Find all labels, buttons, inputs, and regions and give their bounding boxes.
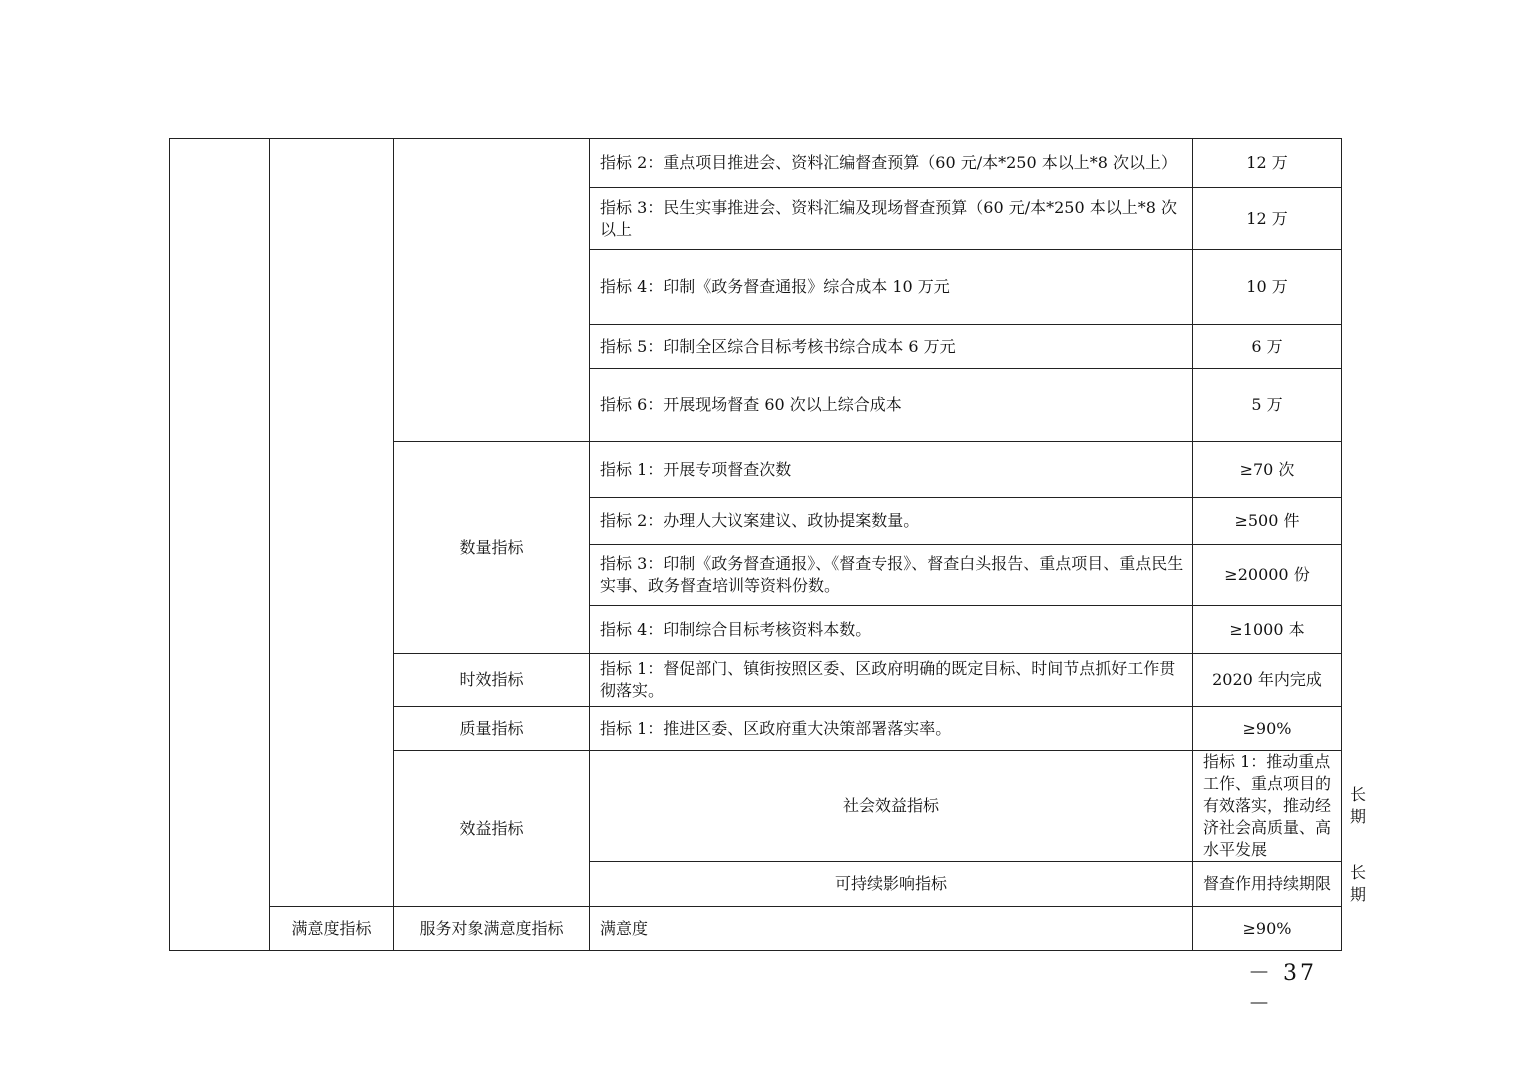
indicator-cell: 督查作用持续期限	[1193, 862, 1342, 907]
value-cell: 2020 年内完成	[1193, 654, 1342, 707]
level2-cell	[270, 139, 394, 907]
value-cell: 12 万	[1193, 188, 1342, 250]
social-category-cell: 社会效益指标	[590, 751, 1193, 862]
cost-category-cell	[394, 139, 590, 442]
indicator-cell: 指标 4：印制综合目标考核资料本数。	[590, 606, 1193, 654]
table-row	[170, 139, 1342, 188]
value-cell: ≥90%	[1193, 907, 1342, 951]
indicator-cell: 指标 1：开展专项督查次数	[590, 442, 1193, 498]
indicator-cell: 指标 1：推进区委、区政府重大决策部署落实率。	[590, 707, 1193, 751]
value-cell: 6 万	[1193, 325, 1342, 369]
value-cell: 12 万	[1193, 139, 1342, 188]
page-number: － 37 －	[1248, 961, 1317, 1017]
table-row: 可持续影响指标 督查作用持续期限 长期	[170, 862, 1342, 907]
value-cell: ≥500 件	[1193, 498, 1342, 545]
indicator-cell: 指标 2：重点项目推进会、资料汇编督查预算（60 元/本*250 本以上*8 次以上）	[590, 139, 1193, 188]
value-cell: ≥70 次	[1193, 442, 1342, 498]
indicator-cell: 指标 4：印制《政务督查通报》综合成本 10 万元	[590, 250, 1193, 325]
indicator-cell: 指标 1：推动重点工作、重点项目的有效落实，推动经济社会高质量、高水平发展	[1193, 751, 1342, 862]
value-cell: ≥1000 本	[1193, 606, 1342, 654]
quality-category-cell: 质量指标	[394, 707, 590, 751]
indicator-cell: 指标 2：办理人大议案建议、政协提案数量。	[590, 498, 1193, 545]
value-cell: 5 万	[1193, 369, 1342, 442]
timeliness-category-cell: 时效指标	[394, 654, 590, 707]
indicator-cell: 指标 3：民生实事推进会、资料汇编及现场督查预算（60 元/本*250 本以上*8 次以上	[590, 188, 1193, 250]
indicator-cell: 指标 3：印制《政务督查通报》、《督查专报》、督查白头报告、重点项目、重点民生实事、政务督查培训等资料份数。	[590, 545, 1193, 606]
indicator-cell: 满意度	[590, 907, 1193, 951]
performance-indicator-table	[169, 138, 1367, 951]
satisfaction-group-cell: 满意度指标	[270, 907, 394, 951]
benefit-group-cell: 效益指标	[394, 751, 590, 907]
indicator-cell: 指标 5：印制全区综合目标考核书综合成本 6 万元	[590, 325, 1193, 369]
table-row: 效益指标 社会效益指标 指标 1：推动重点工作、重点项目的有效落实，推动经济社会高质量、高水平发展 长期	[170, 751, 1342, 862]
quantity-category-cell: 数量指标	[394, 442, 590, 654]
value-cell: 10 万	[1193, 250, 1342, 325]
satisfaction-category-cell: 服务对象满意度指标	[394, 907, 590, 951]
value-cell: ≥20000 份	[1193, 545, 1342, 606]
level1-cell	[170, 139, 270, 951]
sustainable-category-cell: 可持续影响指标	[590, 862, 1193, 907]
indicator-cell: 指标 1：督促部门、镇街按照区委、区政府明确的既定目标、时间节点抓好工作贯彻落实。	[590, 654, 1193, 707]
table-row	[170, 907, 1342, 951]
value-cell: ≥90%	[1193, 707, 1342, 751]
indicator-cell: 指标 6：开展现场督查 60 次以上综合成本	[590, 369, 1193, 442]
